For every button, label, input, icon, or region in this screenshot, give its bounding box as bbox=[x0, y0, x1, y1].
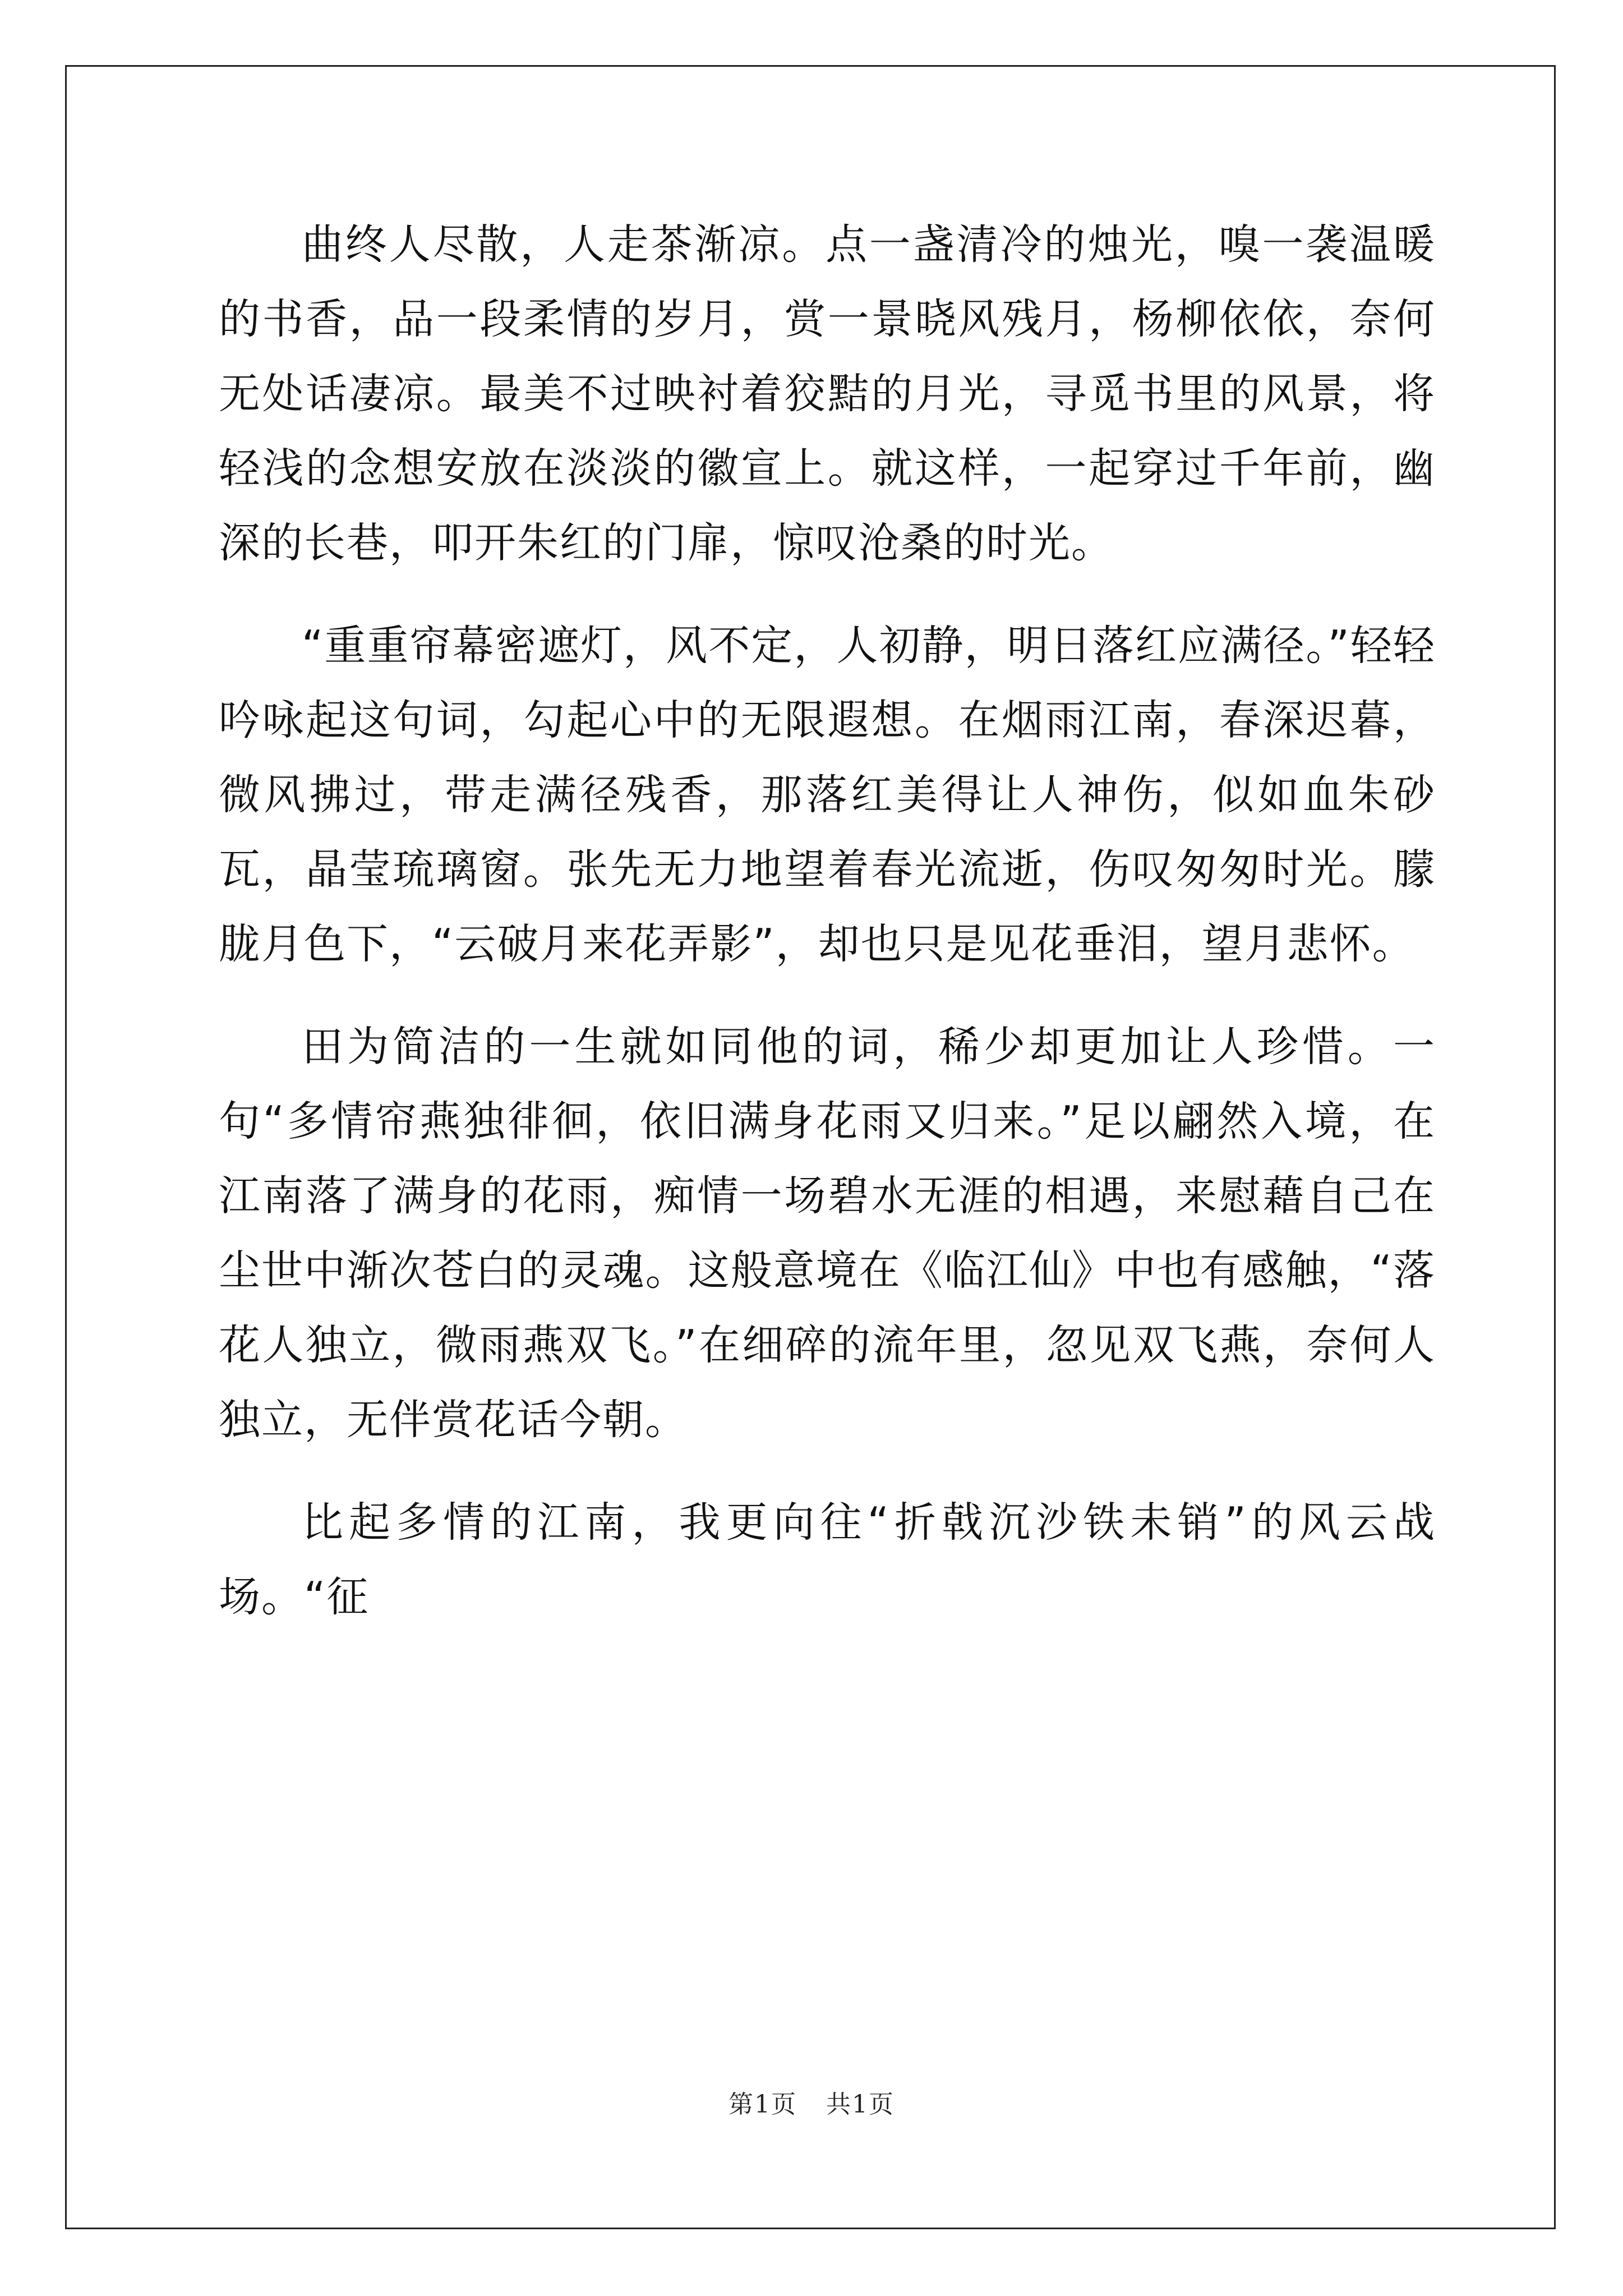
page-total: 共1页 bbox=[826, 2090, 895, 2119]
paragraph-4: 比起多情的江南，我更向往“折戟沉沙铁未销”的风云战场。“征 bbox=[219, 1498, 1436, 1621]
paragraph-3: 田为简洁的一生就如同他的词，稀少却更加让人珍惜。一句“多情帘燕独徘徊，依旧满身花雨又归来。”足以翩然入境，在江南落了满身的花雨，痴情一场碧水无涯的相遇，来慰藉自己在尘世中渐次苍白的灵魂。这般意境在《临江仙》中也有感触，“落花人独立，微雨燕双飞。”在细碎的流年里，忽见双飞燕，奈何人独立，无伴赏花话今朝。 bbox=[219, 1023, 1436, 1444]
paragraph-2: “重重帘幕密遮灯，风不定，人初静，明日落红应满径。”轻轻吟咏起这句词，勾起心中的无限遐想。在烟雨江南，春深迟暮，微风拂过，带走满径残香，那落红美得让人神伤，似如血朱砂瓦，晶莹琉璃窗。张先无力地望着春光流逝，伤叹匆匆时光。朦胧月色下，“云破月来花弄影”，却也只是见花垂泪，望月悲怀。 bbox=[219, 622, 1436, 968]
page-footer bbox=[0, 2084, 1623, 2120]
document-body bbox=[219, 208, 1436, 1635]
page-number: 第1页 bbox=[728, 2090, 797, 2119]
paragraph-1: 曲终人尽散，人走茶渐凉。点一盏清冷的烛光，嗅一袭温暖的书香，品一段柔情的岁月，赏一景晓风残月，杨柳依依，奈何无处话凄凉。最美不过映衬着狡黠的月光，寻觅书里的风景，将轻浅的念想安放在淡淡的徽宣上。就这样，一起穿过千年前，幽深的长巷，叩开朱红的门扉，惊叹沧桑的时光。 bbox=[219, 220, 1436, 567]
